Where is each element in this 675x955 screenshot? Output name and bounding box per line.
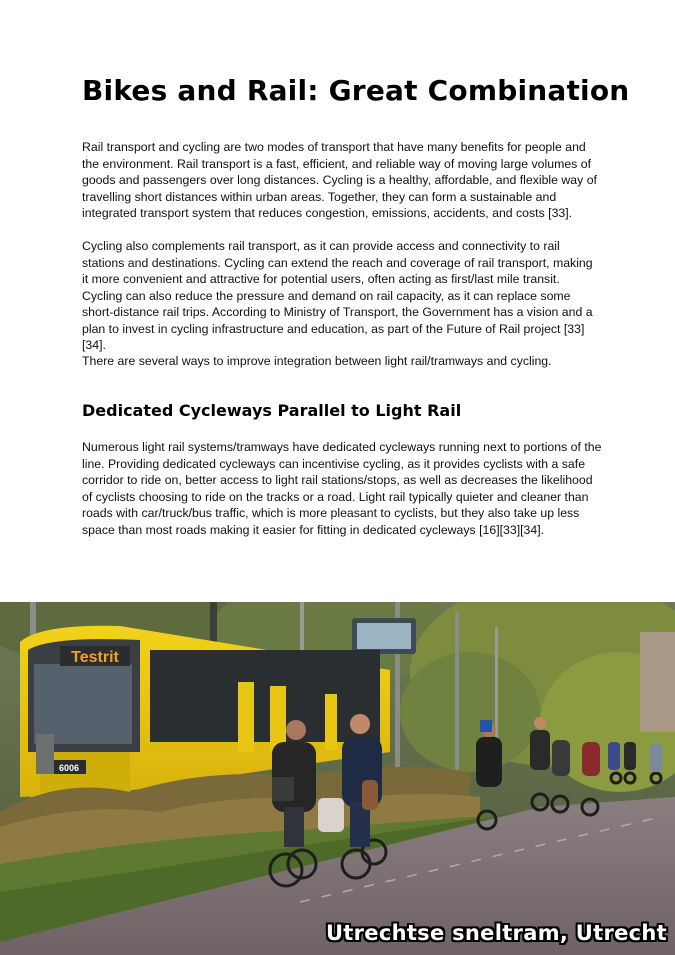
tram-number: 6006 [58,763,80,773]
integration-paragraph: There are several ways to improve integration between light rail/tramways and cycling. [82,354,552,368]
tram-cyclists-photo [0,602,675,955]
intro-paragraph: Rail transport and cycling are two modes of transport that have many benefits for people and the environment. Rail transport is a fast, efficient, and reliable way of moving large volumes of goods and passengers over long distances. Cycling is a healthy, affordable, and flexible way of travelling short distances within urban areas. Together, they can form a sustainable and integrated transport system that reduces congestion, emissions, accidents, and costs [33]. [82,140,597,220]
section-heading: Dedicated Cycleways Parallel to Light Rail [82,401,462,420]
cycling-paragraph: Cycling also complements rail transport, as it can provide access and connectivity to rail stations and destinations. Cycling can extend the reach and coverage of rail transport, making it more convenient and attractive for potential users, often acting as first/last mile transit. Cycling can also reduce the pressure and demand on rail capacity, as it can replace some short-distance rail trips. According to Ministry of Transport, the Government has a vision and a plan to invest in cycling infrastructure and education, as part of the Future of Rail project [33][34]. [82,239,593,352]
page-title: Bikes and Rail: Great Combination [82,74,630,107]
tram-destination-sign: Testrit [71,649,119,666]
section-paragraph: Numerous light rail systems/tramways have dedicated cycleways running next to portions of the line. Providing dedicated cycleways can incentivise cycling, as it provides cyclists with a safe corridor to ride on, better access to light rail stations/stops, as well as decreases the likelihood of cyclists choosing to ride on the tracks or a road. Light rail typically quieter and cleaner than roads with car/truck/bus traffic, which is more pleasant to cyclists, but they also take up less space than most roads making it easier for fitting in dedicated cycleways [16][33][34]. [82,440,602,537]
photo-caption: Utrechtse sneltram, Utrecht [325,921,667,945]
